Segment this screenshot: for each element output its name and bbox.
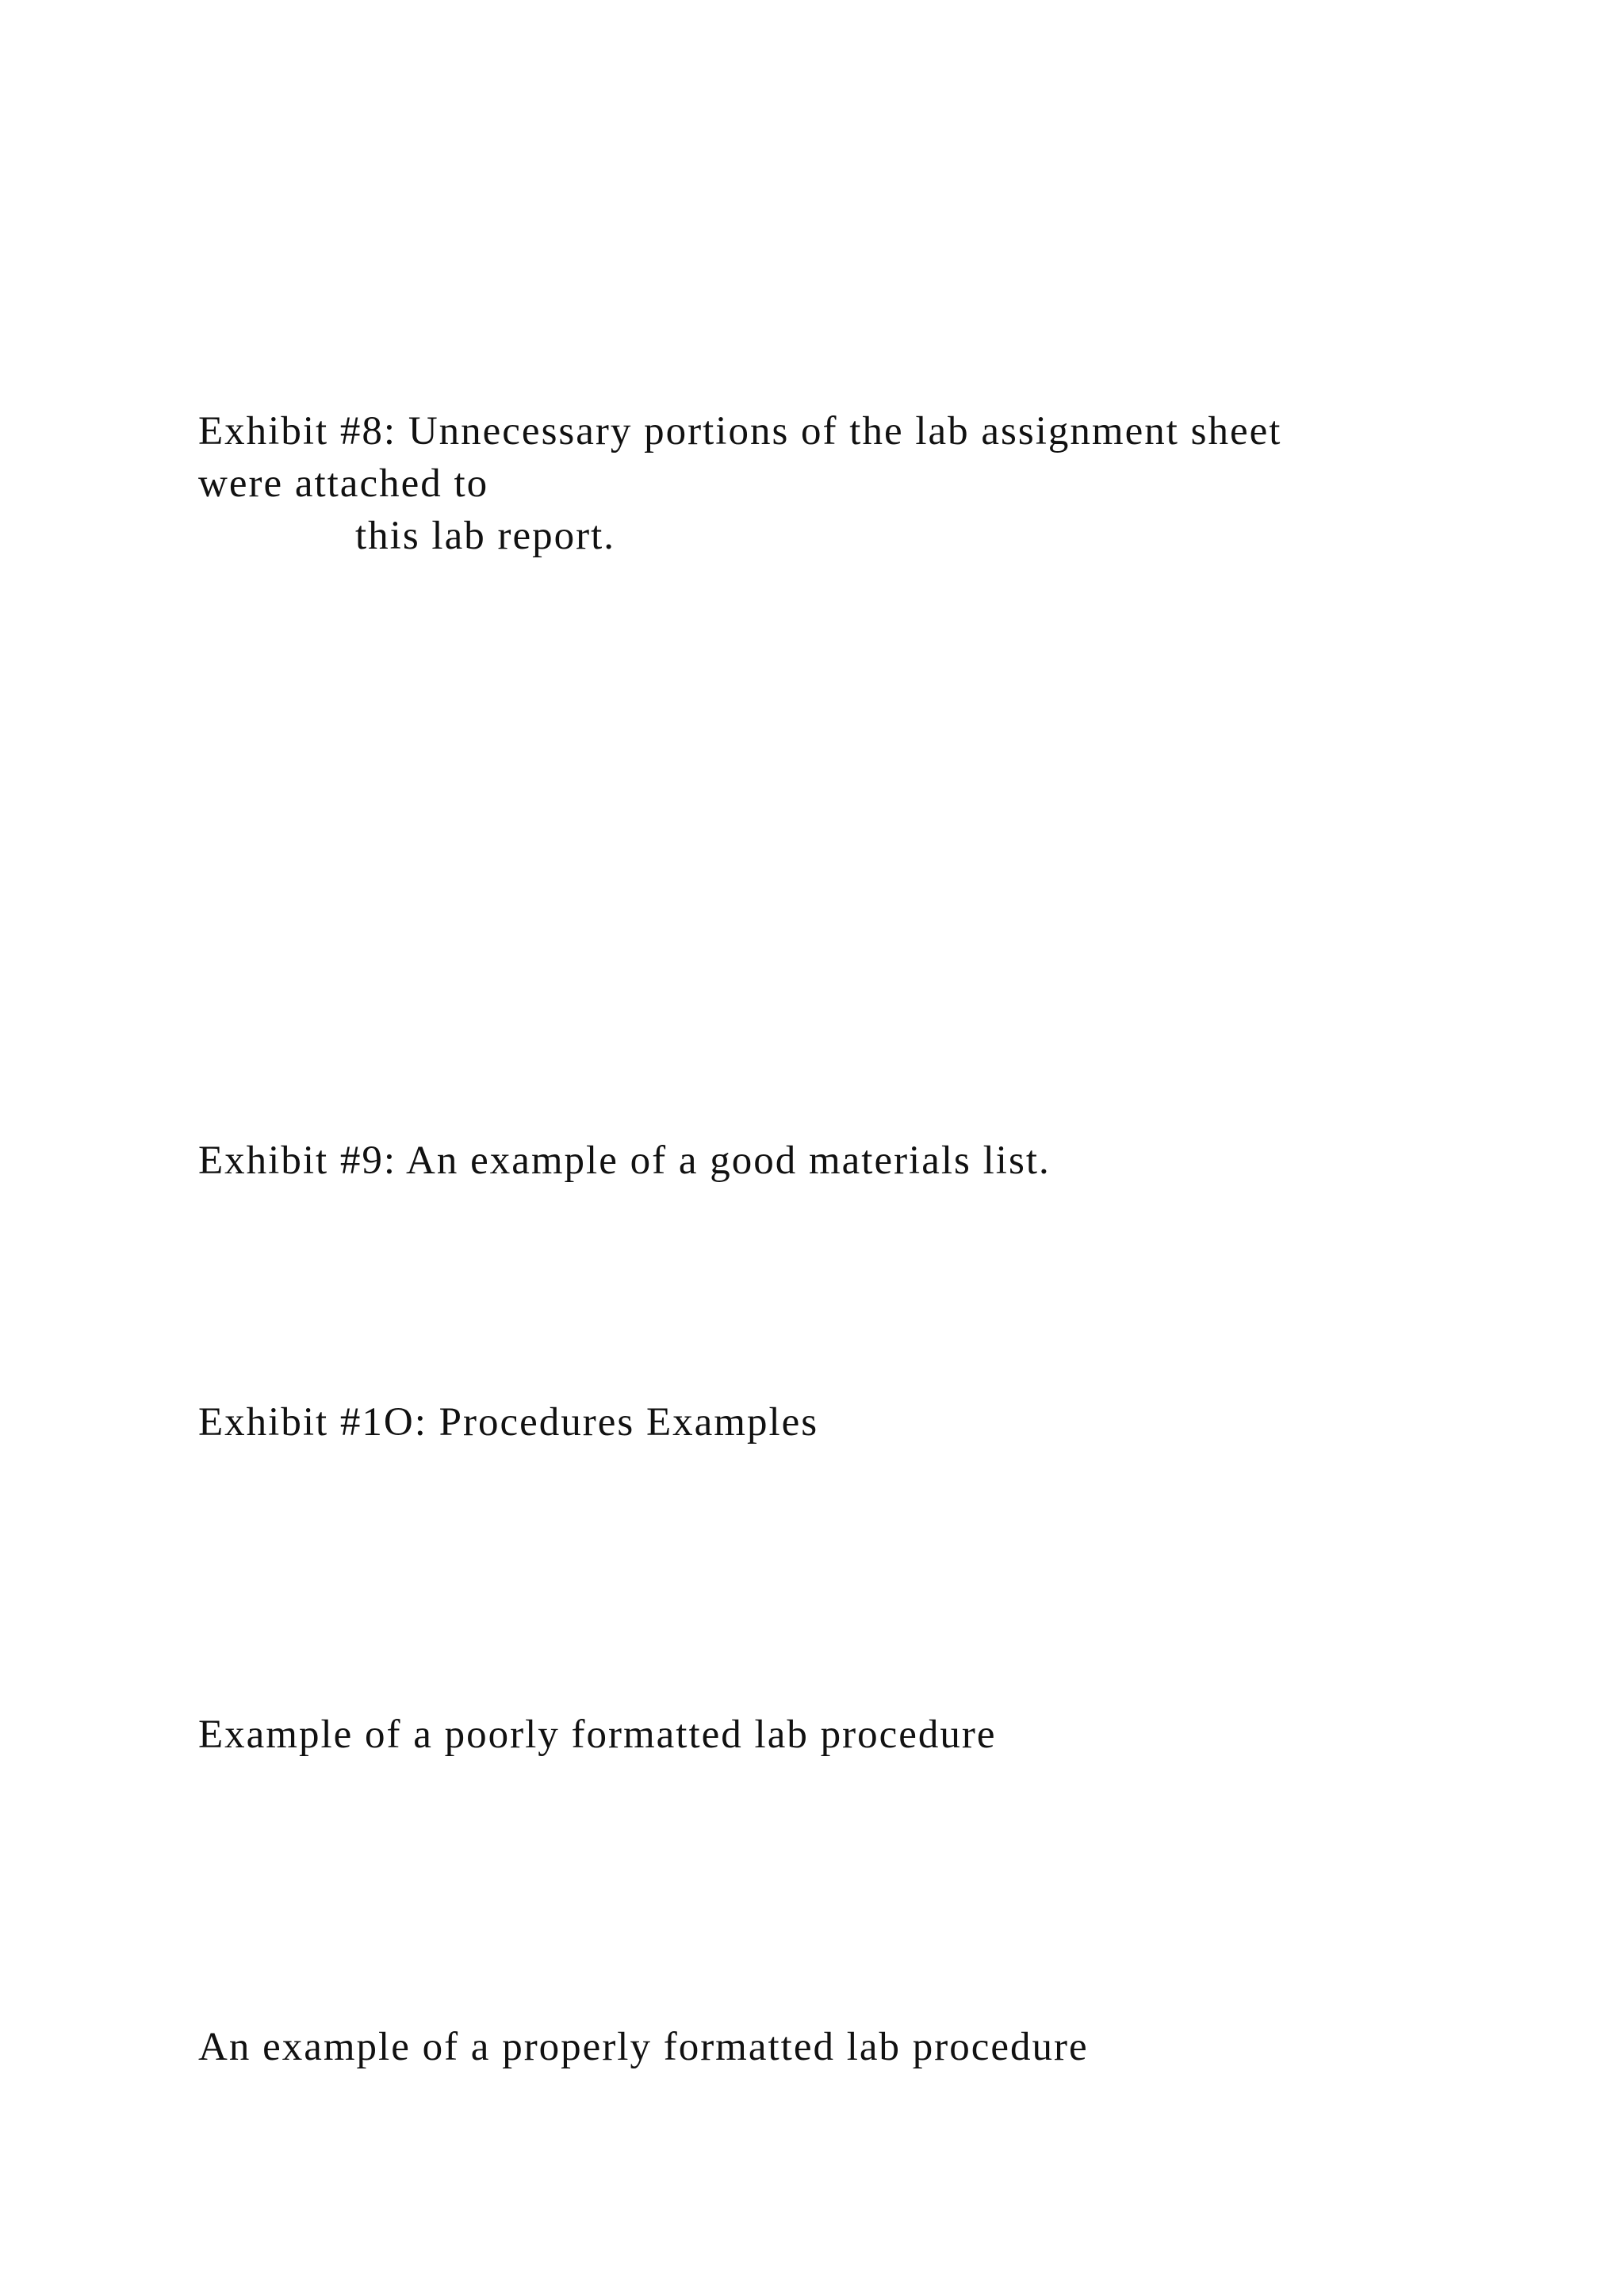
proper-procedure-caption: An example of a properly formatted lab procedure bbox=[198, 2025, 1089, 2069]
exhibit-10-caption: Exhibit #1O: Procedures Examples bbox=[198, 1400, 819, 1445]
exhibit-9-caption: Exhibit #9: An example of a good materials list. bbox=[198, 1138, 1051, 1183]
exhibit-8-caption-line-3: this lab report. bbox=[355, 514, 616, 558]
poor-procedure-caption: Example of a poorly formatted lab procedure bbox=[198, 1712, 997, 1757]
exhibit-8-caption-line-1: Exhibit #8: Unnecessary portions of the lab assignment sheet bbox=[198, 409, 1282, 453]
exhibit-8-caption-line-2: were attached to bbox=[198, 461, 489, 506]
